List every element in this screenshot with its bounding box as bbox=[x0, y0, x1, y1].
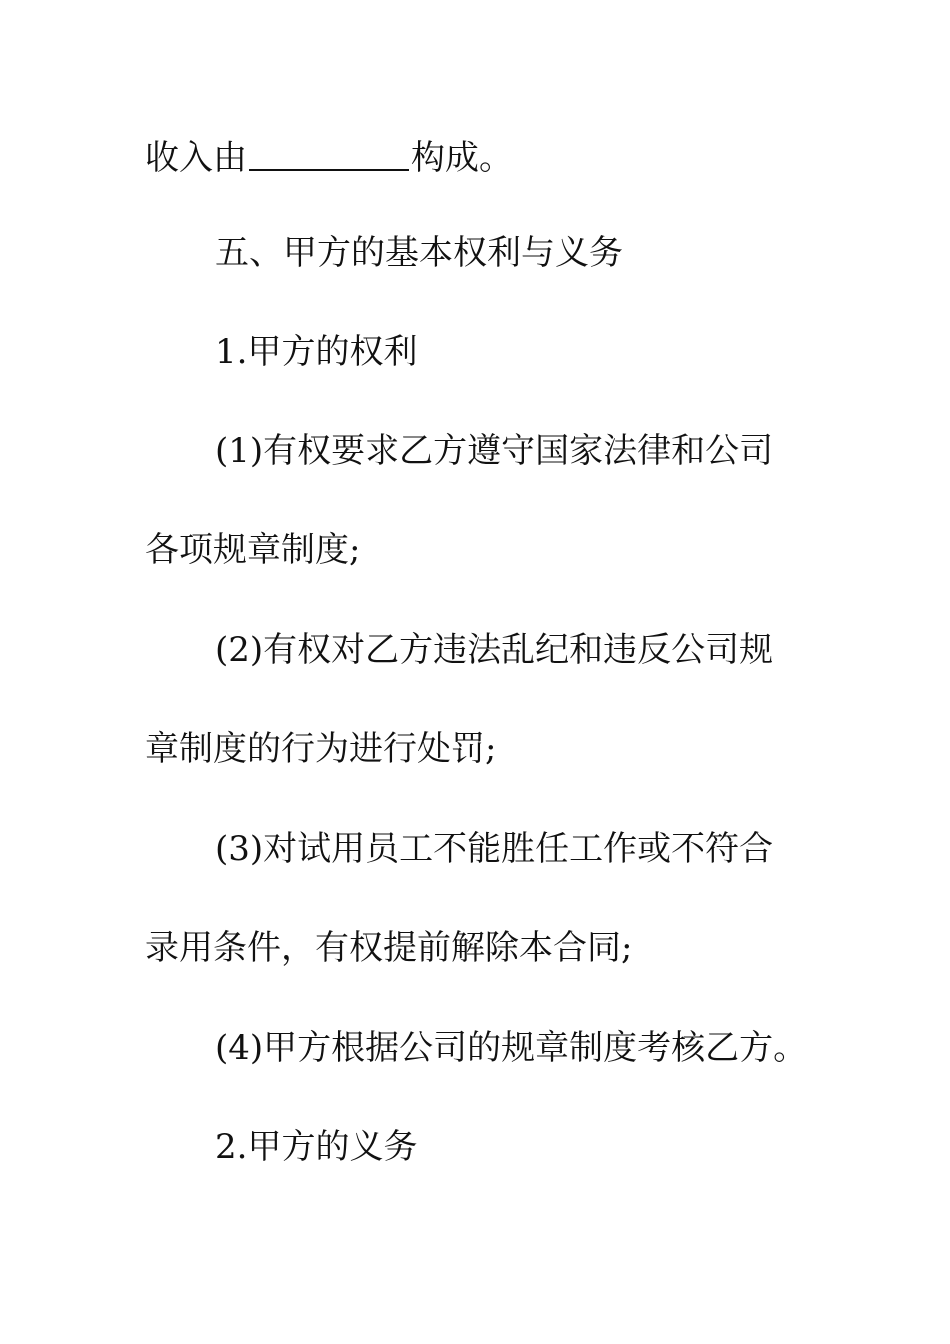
rights-item-2-line-1: (2)有权对乙方违法乱纪和违反公司规 bbox=[215, 630, 774, 670]
income-prefix-text: 收入由 bbox=[145, 138, 247, 178]
rights-item-3-line-1: (3)对试用员工不能胜任工作或不符合 bbox=[215, 829, 774, 869]
section-heading-5: 五、甲方的基本权利与义务 bbox=[215, 233, 623, 273]
rights-item-1-line-1: (1)有权要求乙方遵守国家法律和公司 bbox=[215, 431, 774, 471]
subheading-party-a-rights: 1.甲方的权利 bbox=[215, 332, 418, 372]
rights-item-2-line-2: 章制度的行为进行处罚; bbox=[145, 729, 497, 769]
fill-in-blank[interactable] bbox=[249, 135, 409, 171]
subheading-party-a-obligations: 2.甲方的义务 bbox=[215, 1127, 418, 1167]
rights-item-4: (4)甲方根据公司的规章制度考核乙方。 bbox=[215, 1028, 808, 1068]
rights-item-1-line-2: 各项规章制度; bbox=[145, 530, 361, 570]
paragraph-income-line bbox=[145, 133, 513, 177]
rights-item-3-line-2: 录用条件，有权提前解除本合同; bbox=[145, 928, 633, 968]
income-suffix-text: 构成。 bbox=[411, 138, 513, 178]
